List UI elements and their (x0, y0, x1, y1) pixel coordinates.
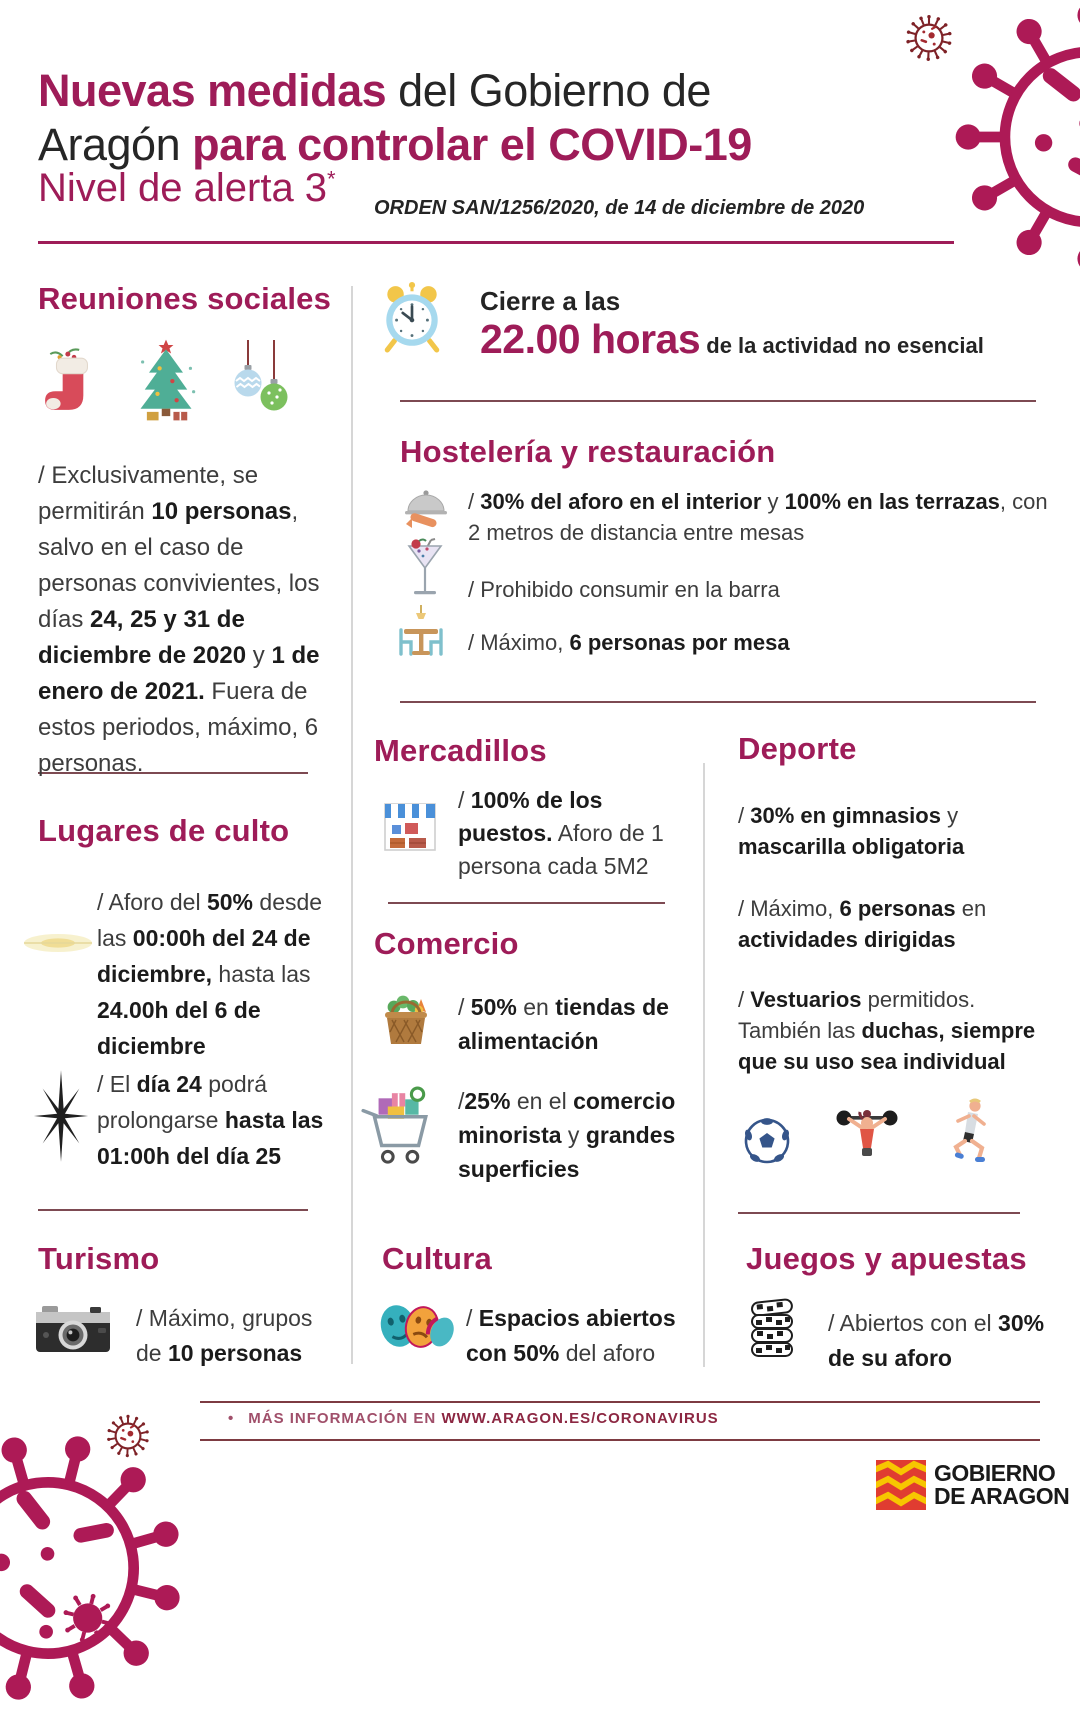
camera-icon (34, 1304, 112, 1356)
deporte-rule: / Vestuarios permitidos. También las duchas, siempre que su uso sea individual (738, 987, 1036, 1074)
comercio-rule: /25% en el comercio minorista y grandes superficies (458, 1088, 676, 1182)
closure-intro: Cierre a las (480, 286, 621, 316)
hosteleria-rule: / Máximo, 6 personas por mesa (468, 630, 790, 655)
mercadillos-rule: / 100% de los puestos. Aforo de 1 persona cada 5M2 (458, 787, 664, 879)
closure-suffix: de la actividad no esencial (700, 333, 984, 358)
shopping-cart-icon (360, 1086, 432, 1166)
weightlifting-icon (836, 1106, 898, 1164)
stocking-icon (42, 336, 104, 430)
small-virus-icon (104, 1412, 152, 1460)
section-title-mercadillos: Mercadillos (374, 733, 547, 768)
section-title-hosteleria: Hostelería y restauración (400, 434, 776, 469)
logo-text: GOBIERNO DE ARAGON (934, 1460, 1070, 1509)
page-title (38, 64, 898, 172)
reuniones-text: / Exclusivamente, se permitirán 10 personas, salvo en el caso de personas convivientes, los días 24, 25 y 31 de diciembre de 2020 y 1 de enero de 2021. Fuera de estos periodos, máximo, 6 personas. (38, 462, 320, 777)
poker-chips-icon (748, 1298, 796, 1360)
footer-rule (200, 1401, 1040, 1403)
christmas-tree-icon (132, 330, 200, 430)
soccer-ball-icon (744, 1118, 790, 1164)
alarm-clock-icon (378, 281, 446, 353)
section-title-deporte: Deporte (738, 731, 857, 766)
candle-glow-icon (20, 928, 96, 958)
deporte-rule: / 30% en gimnasios y mascarilla obligatoria (738, 803, 965, 859)
closure-line (480, 316, 1080, 363)
hosteleria-rule: / Prohibido consumir en la barra (468, 577, 780, 602)
ornaments-icon (228, 330, 292, 430)
food-basket-icon (380, 990, 432, 1048)
alert-level: Nivel de alerta 3* (38, 166, 336, 210)
section-title-reuniones: Reuniones sociales (38, 281, 332, 316)
section-title-turismo: Turismo (38, 1241, 160, 1276)
footer-info (228, 1410, 719, 1427)
table-chairs-icon (390, 603, 452, 663)
theater-masks-icon (374, 1294, 456, 1358)
section-title-comercio: Comercio (374, 926, 519, 961)
closure-time: 22.00 horas (480, 316, 701, 362)
column-divider (351, 286, 353, 1364)
footer-rule (200, 1439, 1040, 1441)
column-divider (703, 763, 705, 1367)
serving-cloche-icon (402, 485, 450, 537)
footer-url-link[interactable]: WWW.ARAGON.ES/CORONAVIRUS (441, 1410, 719, 1427)
alert-asterisk: * (327, 166, 336, 192)
section-title-juegos: Juegos y apuestas (746, 1241, 1027, 1276)
juegos-rule: / Abiertos con el 30% de su aforo (828, 1310, 1045, 1371)
culto-rule: / Aforo del 50% desde las 00:00h del 24 de diciembre, hasta las 24.00h del 6 de diciembre (97, 889, 323, 1059)
comercio-rule: / 50% en tiendas de alimentación (458, 994, 669, 1054)
cocktail-icon (406, 538, 444, 602)
turismo-rule: / Máximo, grupos de 10 personas (136, 1305, 313, 1366)
culto-rule: / El día 24 podrá prolongarse hasta las 01:00h del día 25 (97, 1071, 324, 1169)
footer-info-label: MÁS INFORMACIÓN EN (248, 1410, 442, 1427)
page-title-line2: Aragón para controlar el COVID-19 (38, 119, 752, 171)
market-stall-icon (382, 798, 438, 856)
header-rule (38, 241, 954, 244)
sport-icons (744, 1098, 1034, 1164)
star-icon (32, 1068, 90, 1164)
page-title-line1: Nuevas medidas del Gobierno de (38, 65, 711, 117)
section-divider (38, 1209, 308, 1211)
deporte-rule: / Máximo, 6 personas en actividades dirigidas (738, 896, 987, 952)
running-icon (944, 1098, 992, 1164)
gobierno-aragon-logo (876, 1460, 1069, 1510)
section-divider (400, 400, 1036, 402)
section-divider (400, 701, 1036, 703)
bullet: • (228, 1410, 235, 1427)
section-title-cultura: Cultura (382, 1241, 492, 1276)
virus-icon (945, 0, 1080, 282)
section-divider (388, 902, 665, 904)
hosteleria-rule: / 30% del aforo en el interior y 100% en las terrazas, con 2 metros de distancia entre mesas (468, 489, 1048, 545)
cultura-rule: / Espacios abiertos con 50% del aforo (466, 1305, 676, 1366)
virus-icon (0, 1422, 194, 1714)
order-reference: ORDEN SAN/1256/2020, de 14 de diciembre de 2020 (374, 197, 865, 219)
aragon-shield-icon (876, 1460, 926, 1510)
section-divider (738, 1212, 1020, 1214)
small-virus-icon (903, 12, 955, 64)
section-title-culto: Lugares de culto (38, 813, 290, 848)
christmas-icons (42, 330, 302, 430)
